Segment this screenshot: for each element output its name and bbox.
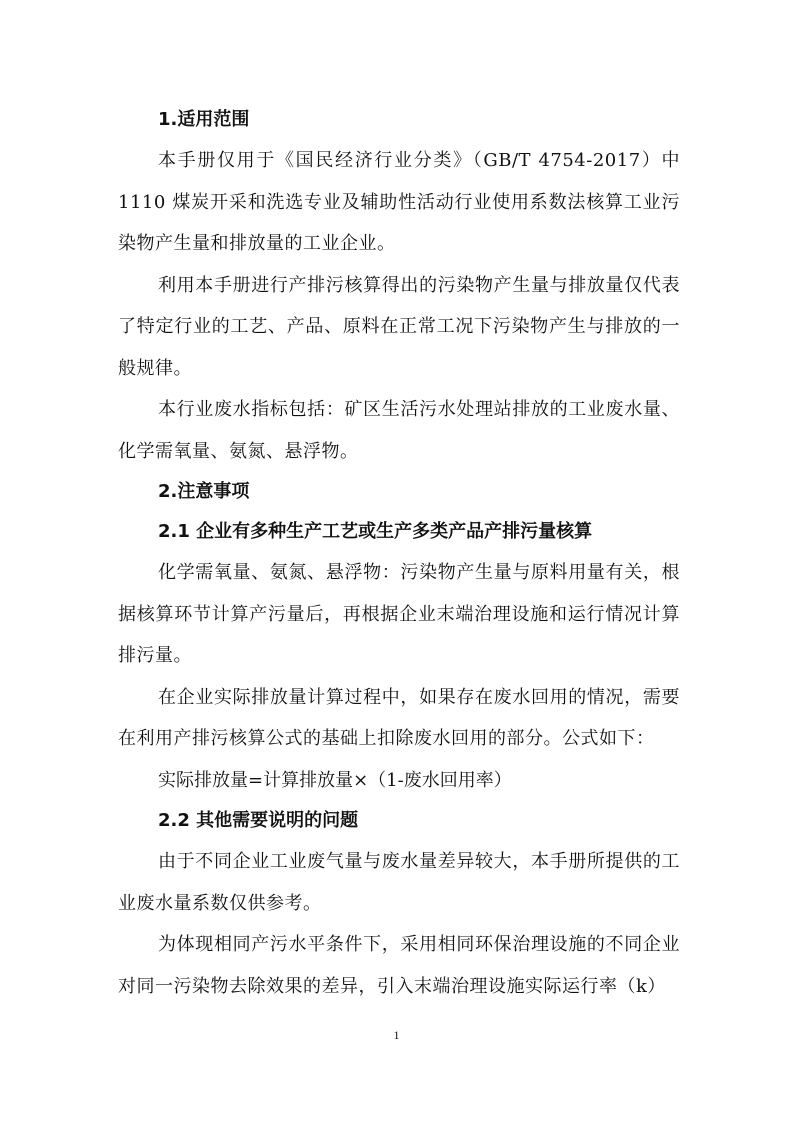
section-heading-scope: 1.适用范围 (158, 109, 250, 130)
subsection-heading-other-issues: 2.2 其他需要说明的问题 (158, 810, 359, 831)
paragraph-reuse-deduction: 在企业实际排放量计算过程中，如果存在废水回用的情况，需要在利用产排污核算公式的基础上扣除废水回用的部分。公式如下： (118, 686, 680, 749)
document-body (118, 100, 680, 1007)
section-heading-notes: 2.注意事项 (158, 481, 250, 502)
paragraph-scope-applicability: 本手册仅用于《国民经济行业分类》（GB/T 4754-2017）中 1110 煤炭开采和洗选专业及辅助性活动行业使用系数法核算工业污染物产生量和排放量的工业企业。 (118, 150, 680, 254)
page-number: 1 (393, 1028, 400, 1042)
subsection-heading-multiple-processes: 2.1 企业有多种生产工艺或生产多类产品产排污量核算 (158, 521, 593, 542)
paragraph-wastewater-indicators: 本行业废水指标包括：矿区生活污水处理站排放的工业废水量、化学需氧量、氨氮、悬浮物。 (118, 399, 680, 462)
paragraph-pollutant-calculation: 化学需氧量、氨氮、悬浮物：污染物产生量与原料用量有关，根据核算环节计算产污量后，再根据企业末端治理设施和运行情况计算排污量。 (118, 562, 680, 666)
paragraph-wastewater-coefficient: 由于不同企业工业废气量与废水量差异较大，本手册所提供的工业废水量系数仅供参考。 (118, 851, 680, 914)
formula-actual-emission: 实际排放量=计算排放量×（1-废水回用率） (158, 769, 512, 791)
paragraph-general-rule: 利用本手册进行产排污核算得出的污染物产生量与排放量仅代表了特定行业的工艺、产品、原料在正常工况下污染物产生与排放的一般规律。 (118, 274, 680, 379)
paragraph-operation-rate: 为体现相同产污水平条件下，采用相同环保治理设施的不同企业对同一污染物去除效果的差异，引入末端治理设施实际运行率（k） (118, 934, 680, 997)
